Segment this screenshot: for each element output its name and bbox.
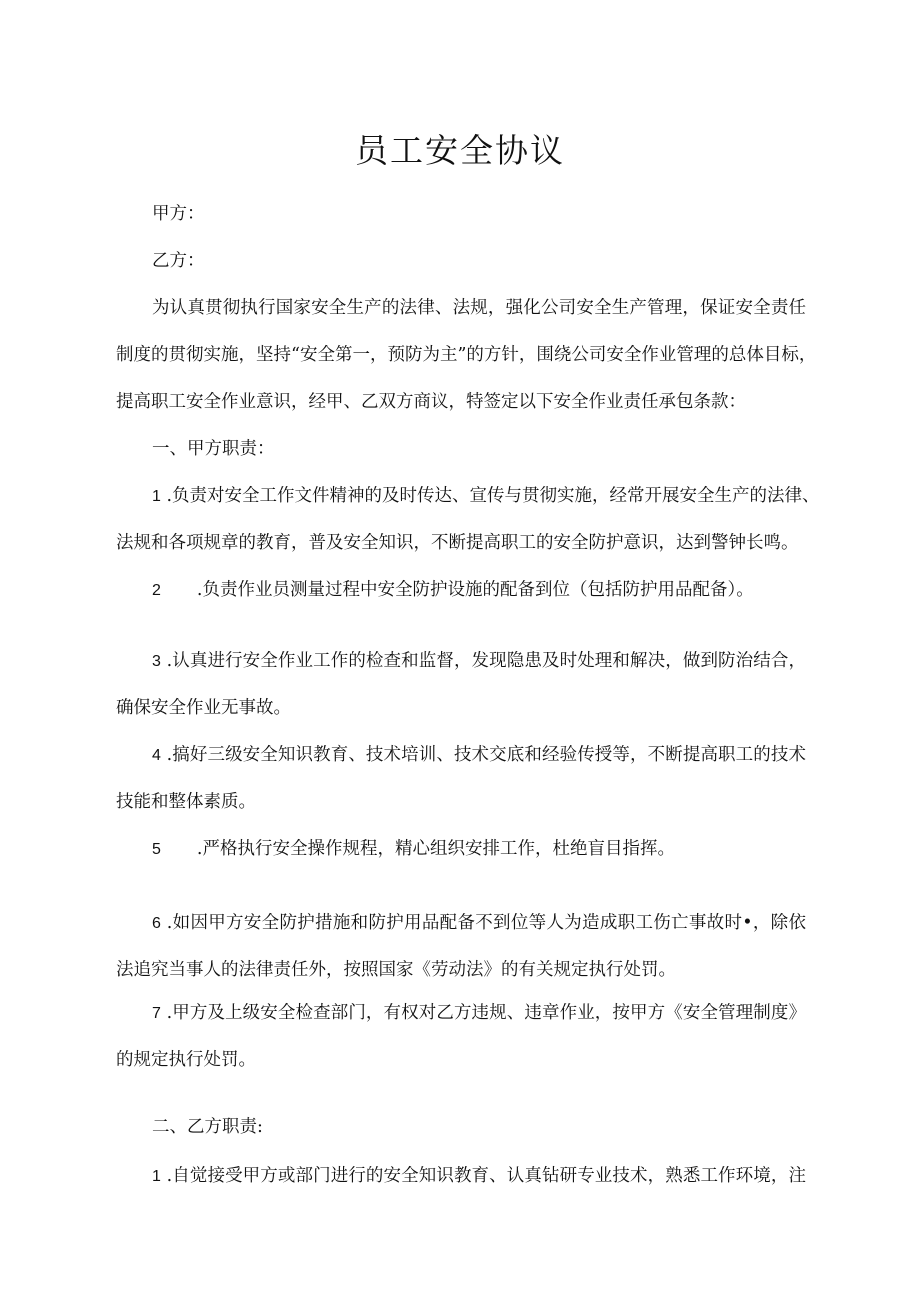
item-number: 1 [152, 488, 161, 505]
section-a-item-7-cont: 的规定执行处罚。 [116, 1050, 256, 1070]
intro-line-2: 制度的贯彻实施，坚持“安全第一，预防为主”的方针，围绕公司安全作业管理的总体目标， [116, 345, 817, 365]
section-a-item-6-cont: 法追究当事人的法律责任外，按照国家《劳动法》的有关规定执行处罚。 [116, 960, 676, 980]
item-text: .自觉接受甲方或部门进行的安全知识教育、认真钻研专业技术，熟悉工作环境，注 [166, 1166, 806, 1186]
section-a-item-1-cont: 法规和各项规章的教育，普及安全知识，不断提高职工的安全防护意识，达到警钟长鸣。 [116, 533, 799, 553]
intro-line-3: 提高职工安全作业意识，经甲、乙双方商议，特签定以下安全作业责任承包条款： [116, 392, 746, 412]
section-a-item-2 [152, 577, 754, 604]
item-text: .如因甲方安全防护措施和防护用品配备不到位等人为造成职工伤亡事故时•，除依 [166, 913, 806, 933]
item-text: .认真进行安全作业工作的检查和监督，发现隐患及时处理和解决，做到防治结合， [166, 651, 806, 671]
item-number: 3 [152, 653, 161, 670]
section-a-item-1 [152, 483, 820, 510]
party-a-label: 甲方： [152, 204, 205, 224]
item-text: .负责对安全工作文件精神的及时传达、宣传与贯彻实施，经常开展安全生产的法律、 [166, 486, 820, 506]
section-a-item-3 [152, 648, 806, 675]
intro-line-1: 为认真贯彻执行国家安全生产的法律、法规，强化公司安全生产管理，保证安全责任 [152, 298, 806, 318]
item-number: 6 [152, 915, 161, 932]
section-a-item-3-cont: 确保安全作业无事故。 [116, 698, 291, 718]
section-a-item-7 [152, 1000, 806, 1027]
party-b-label: 乙方： [152, 251, 205, 271]
section-b-heading: 二、乙方职责: [152, 1117, 263, 1137]
item-text: .负责作业员测量过程中安全防护设施的配备到位（包括防护用品配备）。 [196, 580, 754, 600]
item-number: 7 [152, 1005, 161, 1022]
item-text: .搞好三级安全知识教育、技术培训、技术交底和经验传授等，不断提高职工的技术 [166, 745, 806, 765]
item-number: 5 [152, 841, 161, 858]
section-a-item-4 [152, 742, 806, 769]
item-text: .甲方及上级安全检查部门，有权对乙方违规、违章作业，按甲方《安全管理制度》 [166, 1003, 806, 1023]
section-a-item-4-cont: 技能和整体素质。 [116, 792, 256, 812]
section-a-heading: 一、甲方职责： [152, 439, 275, 459]
section-b-item-1 [152, 1163, 806, 1190]
item-text: .严格执行安全操作规程，精心组织安排工作，杜绝盲目指挥。 [196, 839, 675, 859]
document-title: 员工安全协议 [355, 131, 565, 170]
item-number: 4 [152, 747, 161, 764]
item-number: 1 [152, 1168, 161, 1185]
section-a-item-5 [152, 836, 675, 863]
section-a-item-6 [152, 910, 806, 937]
item-number: 2 [152, 582, 161, 599]
